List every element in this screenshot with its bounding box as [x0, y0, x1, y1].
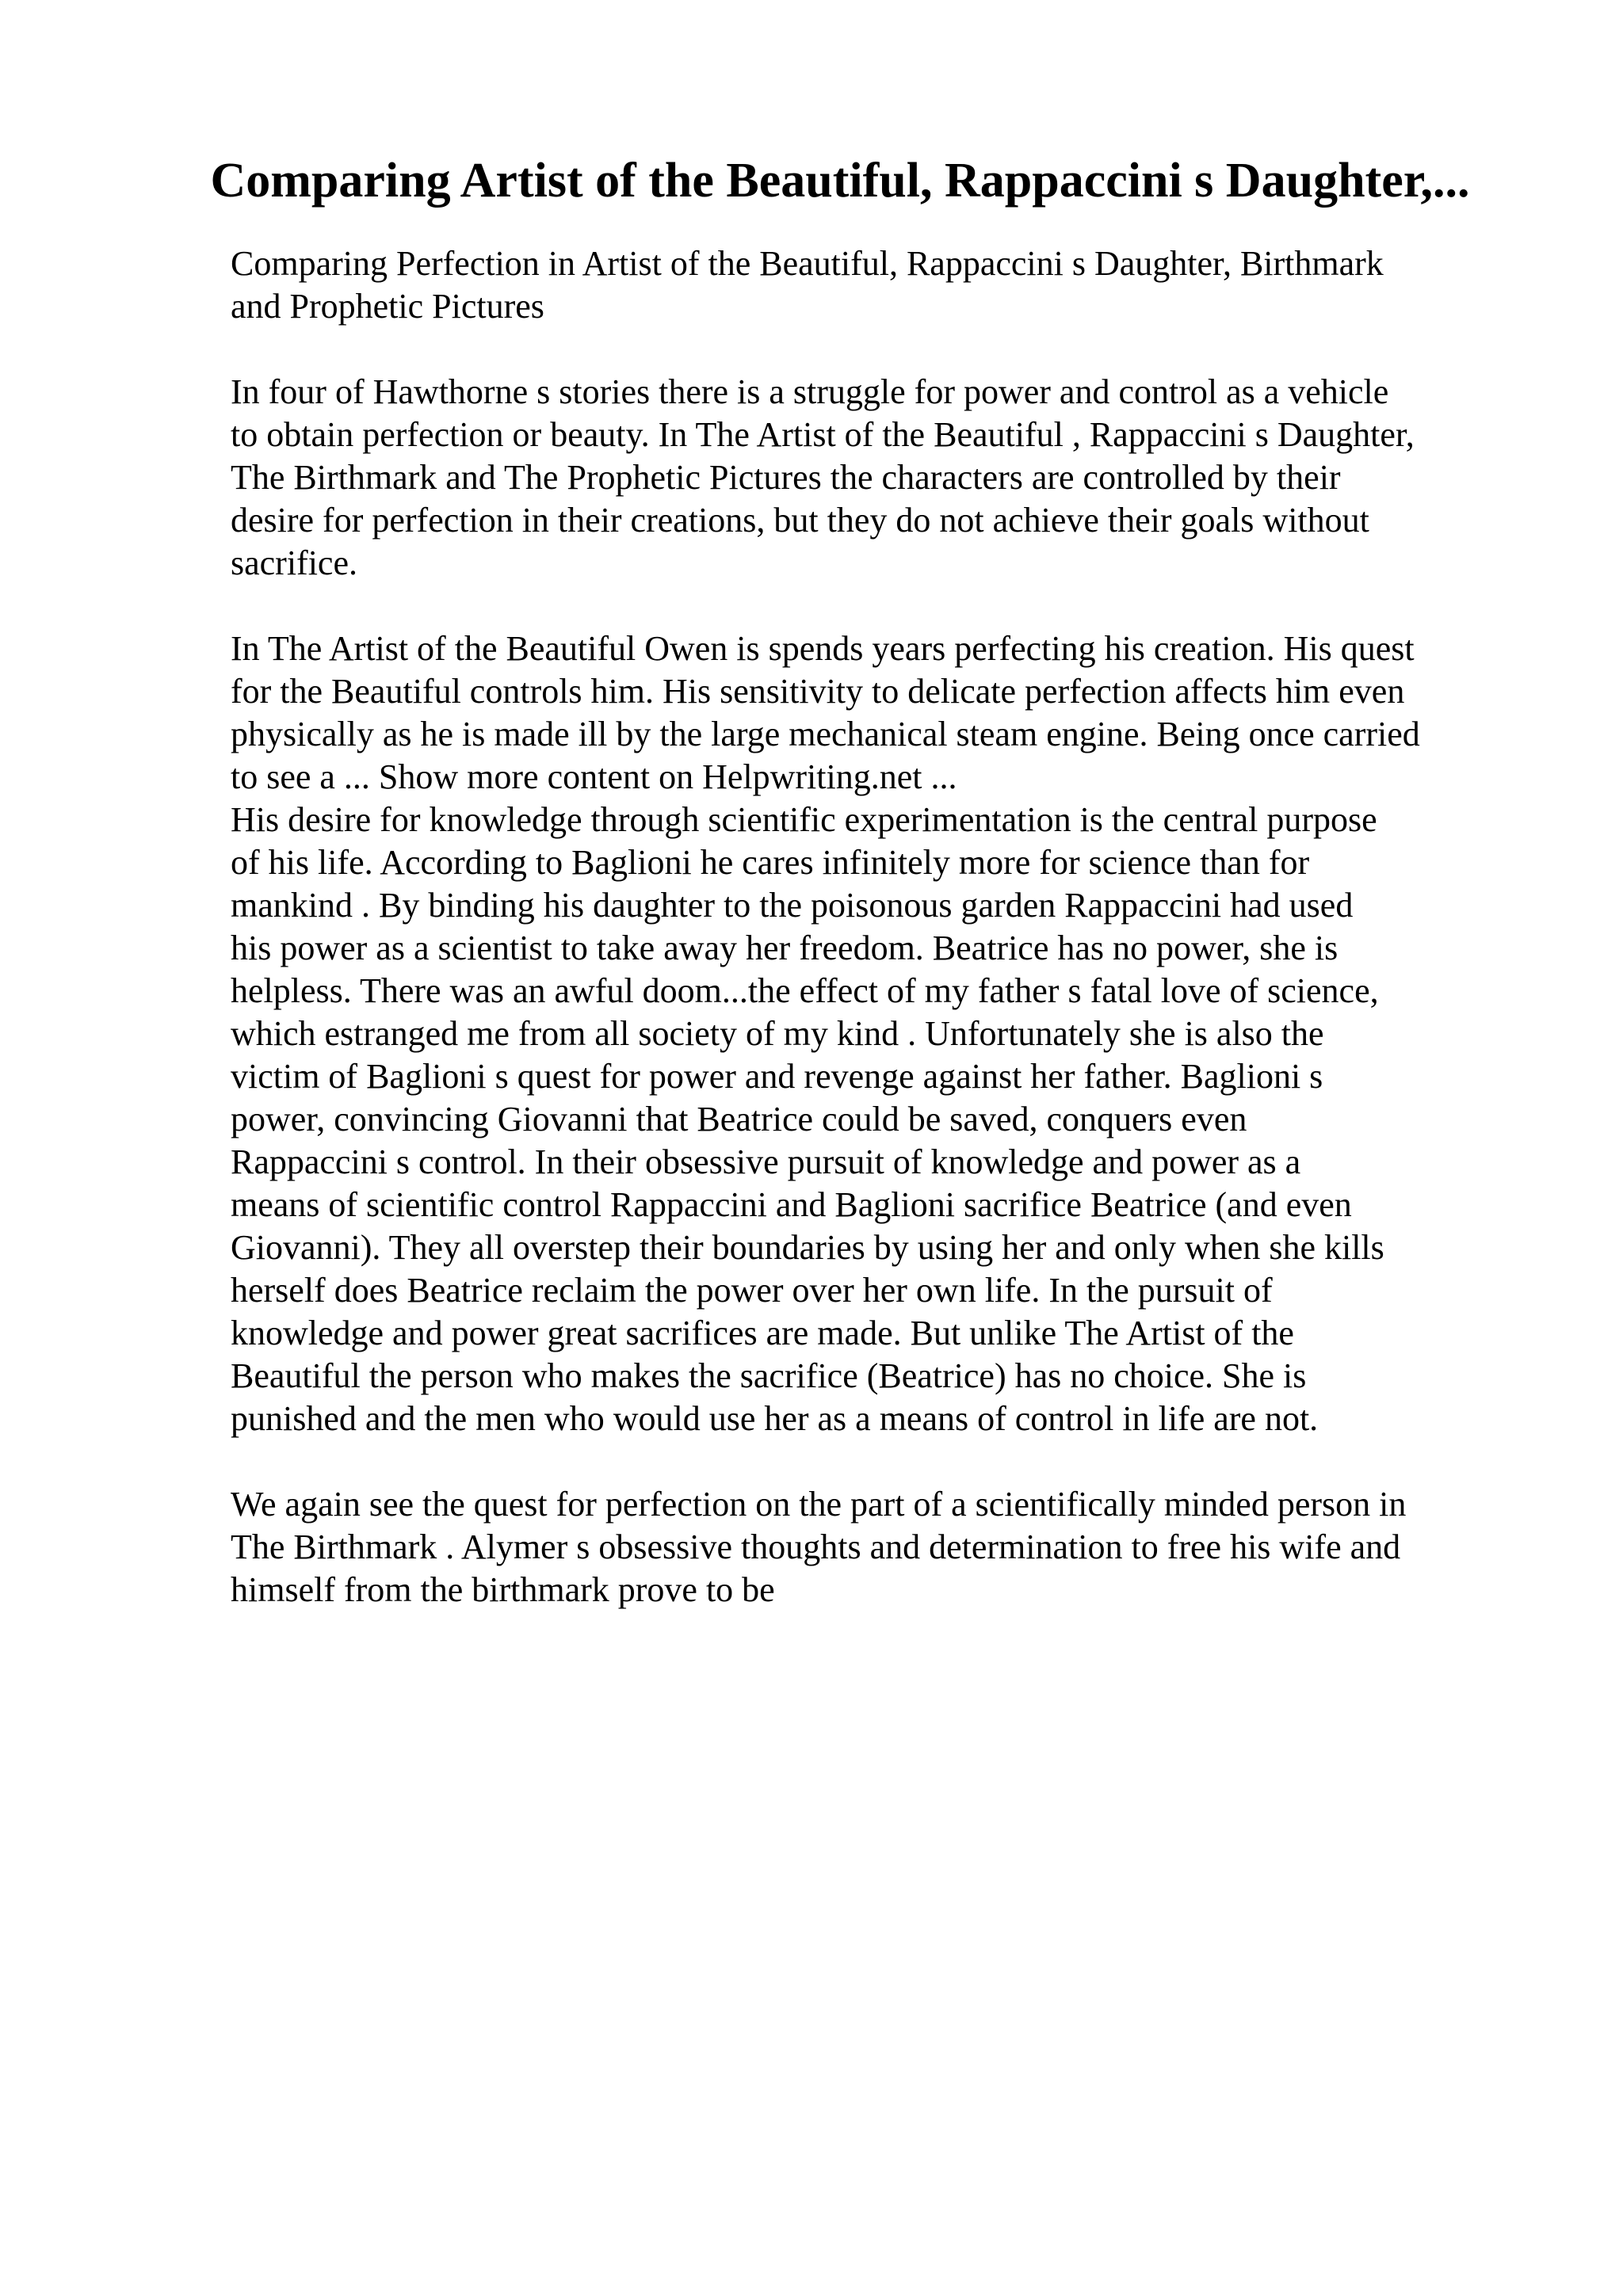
text-line: In four of Hawthorne s stories there is a struggle for power and control as a vehicle — [231, 372, 1389, 411]
paragraph-intro — [231, 371, 1530, 585]
text-line: to obtain perfection or beauty. In The Artist of the Beautiful , Rappaccini s Daughter, — [231, 415, 1415, 454]
paragraph-birthmark — [231, 1483, 1530, 1611]
paragraph-rappaccini — [231, 799, 1530, 1440]
text-line: Comparing Perfection in Artist of the Beautiful, Rappaccini s Daughter, Birthmark — [231, 244, 1384, 283]
text-line: to see a ... Show more content on Helpwriting.net ... — [231, 757, 957, 796]
text-line: sacrifice. — [231, 543, 357, 582]
text-line: His desire for knowledge through scientific experimentation is the central purpose — [231, 800, 1377, 839]
text-line: We again see the quest for perfection on the part of a scientifically minded person in — [231, 1485, 1407, 1524]
text-line: physically as he is made ill by the large mechanical steam engine. Being once carried — [231, 715, 1420, 753]
text-line: power, convincing Giovanni that Beatrice could be saved, conquers even — [231, 1100, 1247, 1138]
text-line: victim of Baglioni s quest for power and revenge against her father. Baglioni s — [231, 1057, 1323, 1096]
text-line: knowledge and power great sacrifices are made. But unlike The Artist of the — [231, 1314, 1294, 1352]
text-line: desire for perfection in their creations, but they do not achieve their goals without — [231, 501, 1369, 540]
text-line: Rappaccini s control. In their obsessive pursuit of knowledge and power as a — [231, 1142, 1301, 1181]
text-line: In The Artist of the Beautiful Owen is spends years perfecting his creation. His quest — [231, 629, 1415, 668]
text-line: his power as a scientist to take away her freedom. Beatrice has no power, she is — [231, 929, 1338, 967]
text-line: herself does Beatrice reclaim the power over her own life. In the pursuit of — [231, 1271, 1273, 1310]
text-line: The Birthmark and The Prophetic Pictures the characters are controlled by their — [231, 458, 1341, 497]
text-line: for the Beautiful controls him. His sensitivity to delicate perfection affects him even — [231, 672, 1405, 711]
text-line: mankind . By binding his daughter to the poisonous garden Rappaccini had used — [231, 886, 1354, 925]
text-line: and Prophetic Pictures — [231, 287, 544, 326]
text-line: himself from the birthmark prove to be — [231, 1570, 775, 1609]
paragraph-subtitle — [231, 242, 1530, 328]
text-line: which estranged me from all society of my kind . Unfortunately she is also the — [231, 1014, 1324, 1053]
document-title: Comparing Artist of the Beautiful, Rappaccini s Daughter,... — [210, 154, 1470, 208]
text-line: Giovanni). They all overstep their boundaries by using her and only when she kills — [231, 1228, 1384, 1267]
text-line: helpless. There was an awful doom...the effect of my father s fatal love of science, — [231, 971, 1379, 1010]
text-line: The Birthmark . Alymer s obsessive thoughts and determination to free his wife and — [231, 1527, 1401, 1566]
text-line: means of scientific control Rappaccini and Baglioni sacrifice Beatrice (and even — [231, 1185, 1352, 1224]
document-body — [231, 242, 1530, 1654]
paragraph-artist — [231, 627, 1530, 799]
text-line: Beautiful the person who makes the sacrifice (Beatrice) has no choice. She is — [231, 1356, 1307, 1395]
text-line: punished and the men who would use her as a means of control in life are not. — [231, 1399, 1319, 1438]
text-line: of his life. According to Baglioni he cares infinitely more for science than for — [231, 843, 1310, 882]
